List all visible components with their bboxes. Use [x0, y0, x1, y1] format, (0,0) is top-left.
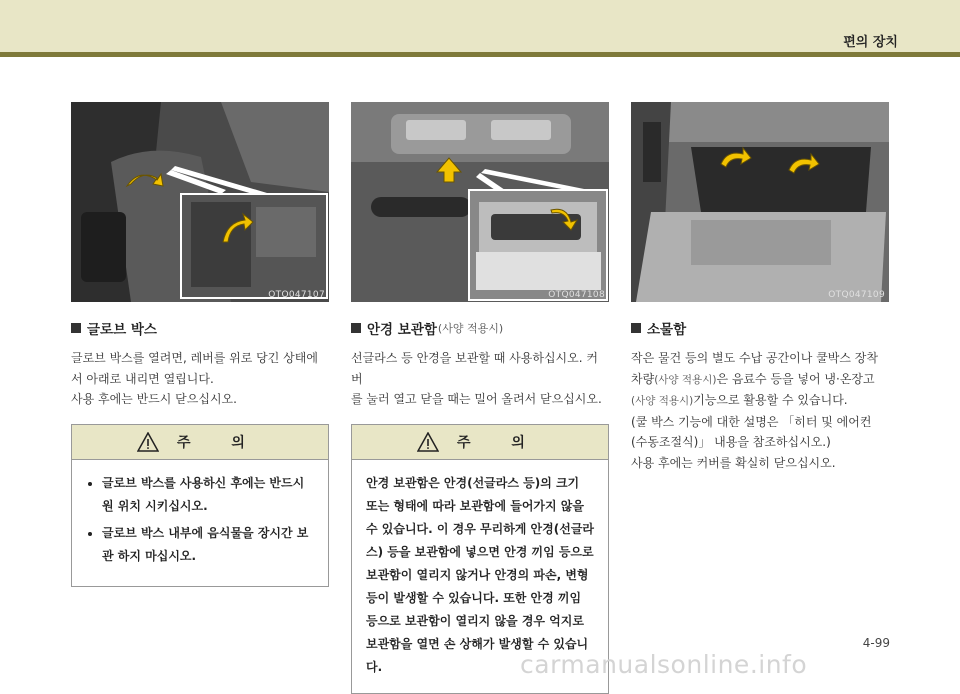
- storage-box-illustration: [631, 102, 889, 302]
- section-heading: [71, 318, 329, 338]
- glove-box-photo: [71, 102, 329, 302]
- heading-text: 글로브 박스: [87, 322, 157, 338]
- sunglass-holder-illustration: [351, 102, 609, 302]
- paragraph: 선글라스 등 안경을 보관할 때 사용하십시오. 커버: [351, 351, 598, 386]
- warning-triangle-icon: [137, 432, 159, 452]
- body-text: [351, 348, 609, 410]
- sunglass-holder-photo: [351, 102, 609, 302]
- warning-triangle-icon: [417, 432, 439, 452]
- page-number: 4-99: [862, 636, 890, 650]
- caution-item: • 글로브 박스 내부에 음식물을 장시간 보관 하지 마십시오.: [102, 522, 314, 568]
- photo-code: OTQ047108: [548, 290, 605, 300]
- caution-header: [352, 425, 608, 460]
- photo-code: OTQ047107: [268, 290, 325, 300]
- square-bullet-icon: [71, 323, 81, 333]
- storage-box-photo: [631, 102, 889, 302]
- caution-box: [71, 424, 329, 587]
- section-heading: [631, 318, 889, 338]
- paragraph: 글로브 박스를 열려면, 레버를 위로 당긴 상태에: [71, 351, 318, 365]
- paragraph: (쿨 박스 기능에 대한 설명은 「히터 및 에어컨: [631, 414, 872, 429]
- column-sunglass-holder: [351, 102, 609, 694]
- paragraph: 서 아래로 내리면 열립니다.: [71, 371, 214, 386]
- paragraph: 사용 후에는 커버를 확실히 닫으십시오.: [631, 455, 836, 470]
- header-band: [0, 0, 960, 52]
- column-glove-box: [71, 102, 329, 587]
- section-title: 편의 장치: [843, 35, 898, 50]
- text-run: 기능으로 활용할 수 있습니다.: [693, 393, 848, 407]
- column-storage-box: [631, 102, 889, 473]
- paragraph: [631, 390, 889, 412]
- paragraph: (수동조절식)」 내용을 참조하십시오.): [631, 435, 831, 449]
- caution-item: • 글로브 박스를 사용하신 후에는 반드시 원 위치 시키십시오.: [102, 472, 314, 518]
- paragraph: 를 눌러 열고 닫을 때는 밀어 올려서 닫으십시오.: [351, 392, 602, 406]
- paragraph: 사용 후에는 반드시 닫으십시오.: [71, 392, 237, 406]
- heading-text: 소물함: [647, 322, 687, 338]
- text-run: 차량: [631, 371, 655, 386]
- paragraph: 작은 물건 등의 별도 수납 공간이나 쿨박스 장착: [631, 351, 878, 365]
- square-bullet-icon: [351, 323, 361, 333]
- option-note: (사양 적용시): [654, 373, 717, 386]
- caution-header: [72, 425, 328, 460]
- option-note: (사양 적용시): [631, 395, 694, 407]
- body-text: [631, 348, 889, 473]
- photo-code: OTQ047109: [828, 290, 885, 300]
- square-bullet-icon: [631, 323, 641, 333]
- body-text: [71, 348, 329, 410]
- caution-body: [72, 460, 328, 586]
- section-heading: [351, 318, 609, 338]
- caution-text: 안경 보관함은 안경(선글라스 등)의 크기 또는 형태에 따라 보관함에 들어가지 않을 수 있습니다. 이 경우 무리하게 안경(선글라스) 등을 보관함에 넣으면 안경 끼임 등으로 보관함이 열리지 않거나 안경의 파손, 변형 등이 발생할 수 있습니다. 또한 안경 끼임 등으로 보관함이 열리지 않을 경우 억지로 보관함을 열면 손 상해가 발생할 수 있습니다.: [366, 475, 594, 674]
- text-run: 은 음료수 등을 넣어 냉·온장고: [716, 371, 875, 386]
- watermark: carmanualsonline.info: [520, 650, 808, 679]
- heading-text: 안경 보관함: [367, 322, 437, 338]
- caution-title: 주 의: [457, 434, 543, 451]
- heading-subtitle: (사양 적용시): [437, 322, 504, 335]
- caution-title: 주 의: [177, 434, 263, 451]
- glove-box-illustration: [71, 102, 329, 302]
- header-rule: [0, 52, 960, 57]
- paragraph: [631, 369, 889, 391]
